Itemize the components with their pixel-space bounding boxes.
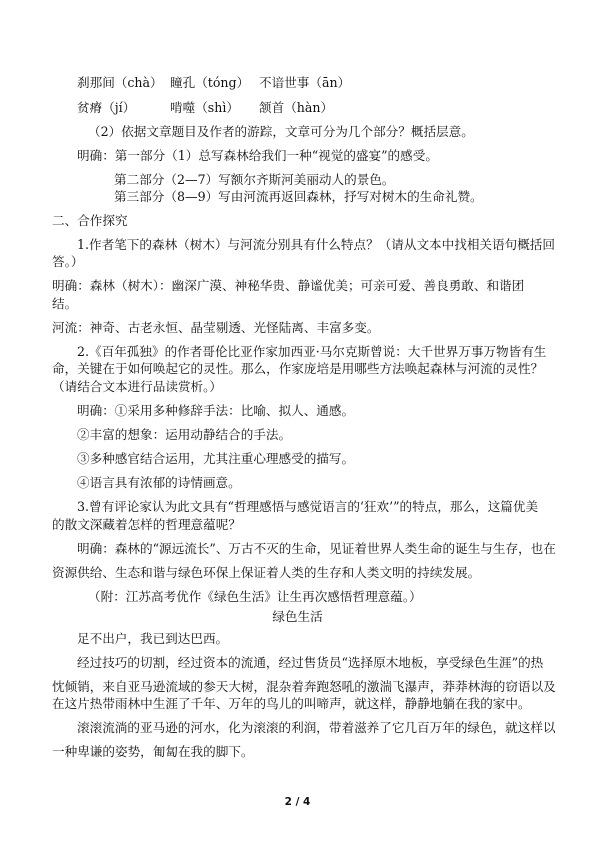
question-2-2: （2）依据文章题目及作者的游踪，文章可分为几个部分？概括层意。	[88, 124, 474, 139]
answer-2-item-4: ④语言具有浓郁的诗情画意。	[77, 475, 241, 490]
essay-paragraph-2-line-3: 在这片热带雨林中生涯了千年、万年的鸟儿的叫啼声，就这样，静静地躺在我的家中。	[52, 696, 531, 711]
question-3-line-2: 的散文深藏着怎样的哲理意蕴呢？	[52, 517, 241, 532]
page-number: 2 / 4	[284, 796, 311, 808]
question-2-line-1: 2.《百年孤独》的作者哥伦比亚作家加西亚·马尔克斯曾说：大千世界万事万物皆有生	[77, 344, 547, 359]
essay-paragraph-1: 足不出户，我已到达巴西。	[77, 631, 229, 646]
vocab-item: 贫瘠（jí）	[77, 100, 136, 115]
vocab-item: 刹那间（chà）	[77, 75, 163, 90]
answer-2-item-3: ③多种感官结合运用，尤其注重心理感受的描写。	[77, 451, 355, 466]
section-heading: 二、合作探究	[52, 213, 128, 228]
answer-2-item-1: 明确：①采用多种修辞手法：比喻、拟人、通感。	[77, 403, 355, 418]
essay-paragraph-3-line-2: 一种卑谦的姿势，匍匐在我的脚下。	[52, 744, 254, 759]
answer-3-line-1: 明确：森林的“源远流长”、万古不灭的生命，见证着世界人类生命的诞生与生存，也在	[77, 541, 556, 556]
answer-part-2: 第二部分（2—7）写额尔齐斯河美丽动人的景色。	[114, 172, 395, 187]
question-3-line-1: 3.曾有评论家认为此文具有“哲理感悟与感觉语言的‘狂欢’”的特点，那么，这篇优美	[77, 499, 539, 514]
answer-part-3: 第三部分（8—9）写由河流再返回森林，抒写对树木的生命礼赞。	[114, 189, 483, 204]
vocab-item: 颔首（hàn）	[259, 100, 334, 115]
question-1-line-2: 答。）	[52, 254, 84, 269]
answer-1-river: 河流：神奇、古老永恒、晶莹剔透、光怪陆离、丰富多变。	[52, 320, 380, 335]
answer-3-line-2: 资源供给、生态和谐与绿色环保上保证着人类的生存和人类文明的持续发展。	[52, 565, 481, 580]
answer-part-1: 明确：第一部分（1）总写森林给我们一种“视觉的盛宴”的感受。	[77, 148, 438, 163]
vocab-item: 不谙世事（ān）	[259, 75, 351, 90]
essay-paragraph-2-line-2: 忱倾销，来自亚马逊流域的参天大树，混杂着奔跑怒吼的激湍飞瀑声，莽莽林海的窃语以及	[52, 679, 556, 694]
essay-paragraph-2-line-1: 经过技巧的切割，经过资本的流通，经过售货员“选择原木地板，享受绿色生涯”的热	[77, 655, 544, 670]
question-2-line-2: 命，关键在于如何唤起它的灵性。那么，作家庞培是用哪些方法唤起森林与河流的灵性？	[52, 361, 544, 376]
answer-1-line-2: 结。	[52, 296, 78, 311]
answer-1-line-1: 明确：森林（树木）：幽深广漠、神秘华贵、静谧优美；可亲可爱、善良勇敢、和谐团	[52, 278, 525, 293]
vocab-item: 啃噬（shì）	[170, 100, 239, 115]
essay-paragraph-3-line-1: 滚滚流淌的亚马逊的河水，化为滚滚的利润，带着滋养了它几百万年的绿色，就这样以	[77, 720, 556, 735]
question-1-line-1: 1.作者笔下的森林（树木）与河流分别具有什么特点？（请从文本中找相关语句概括回	[77, 237, 555, 252]
vocab-item: 瞳孔（tóng）	[170, 75, 250, 90]
essay-title: 绿色生活	[272, 609, 323, 624]
question-2-line-3: （请结合文本进行品读赏析。）	[52, 379, 223, 394]
appendix-note: （附：江苏高考优作《绿色生活》让生再次感悟哲理意蕴。）	[88, 589, 422, 604]
answer-2-item-2: ②丰富的想象：运用动静结合的手法。	[77, 427, 292, 442]
